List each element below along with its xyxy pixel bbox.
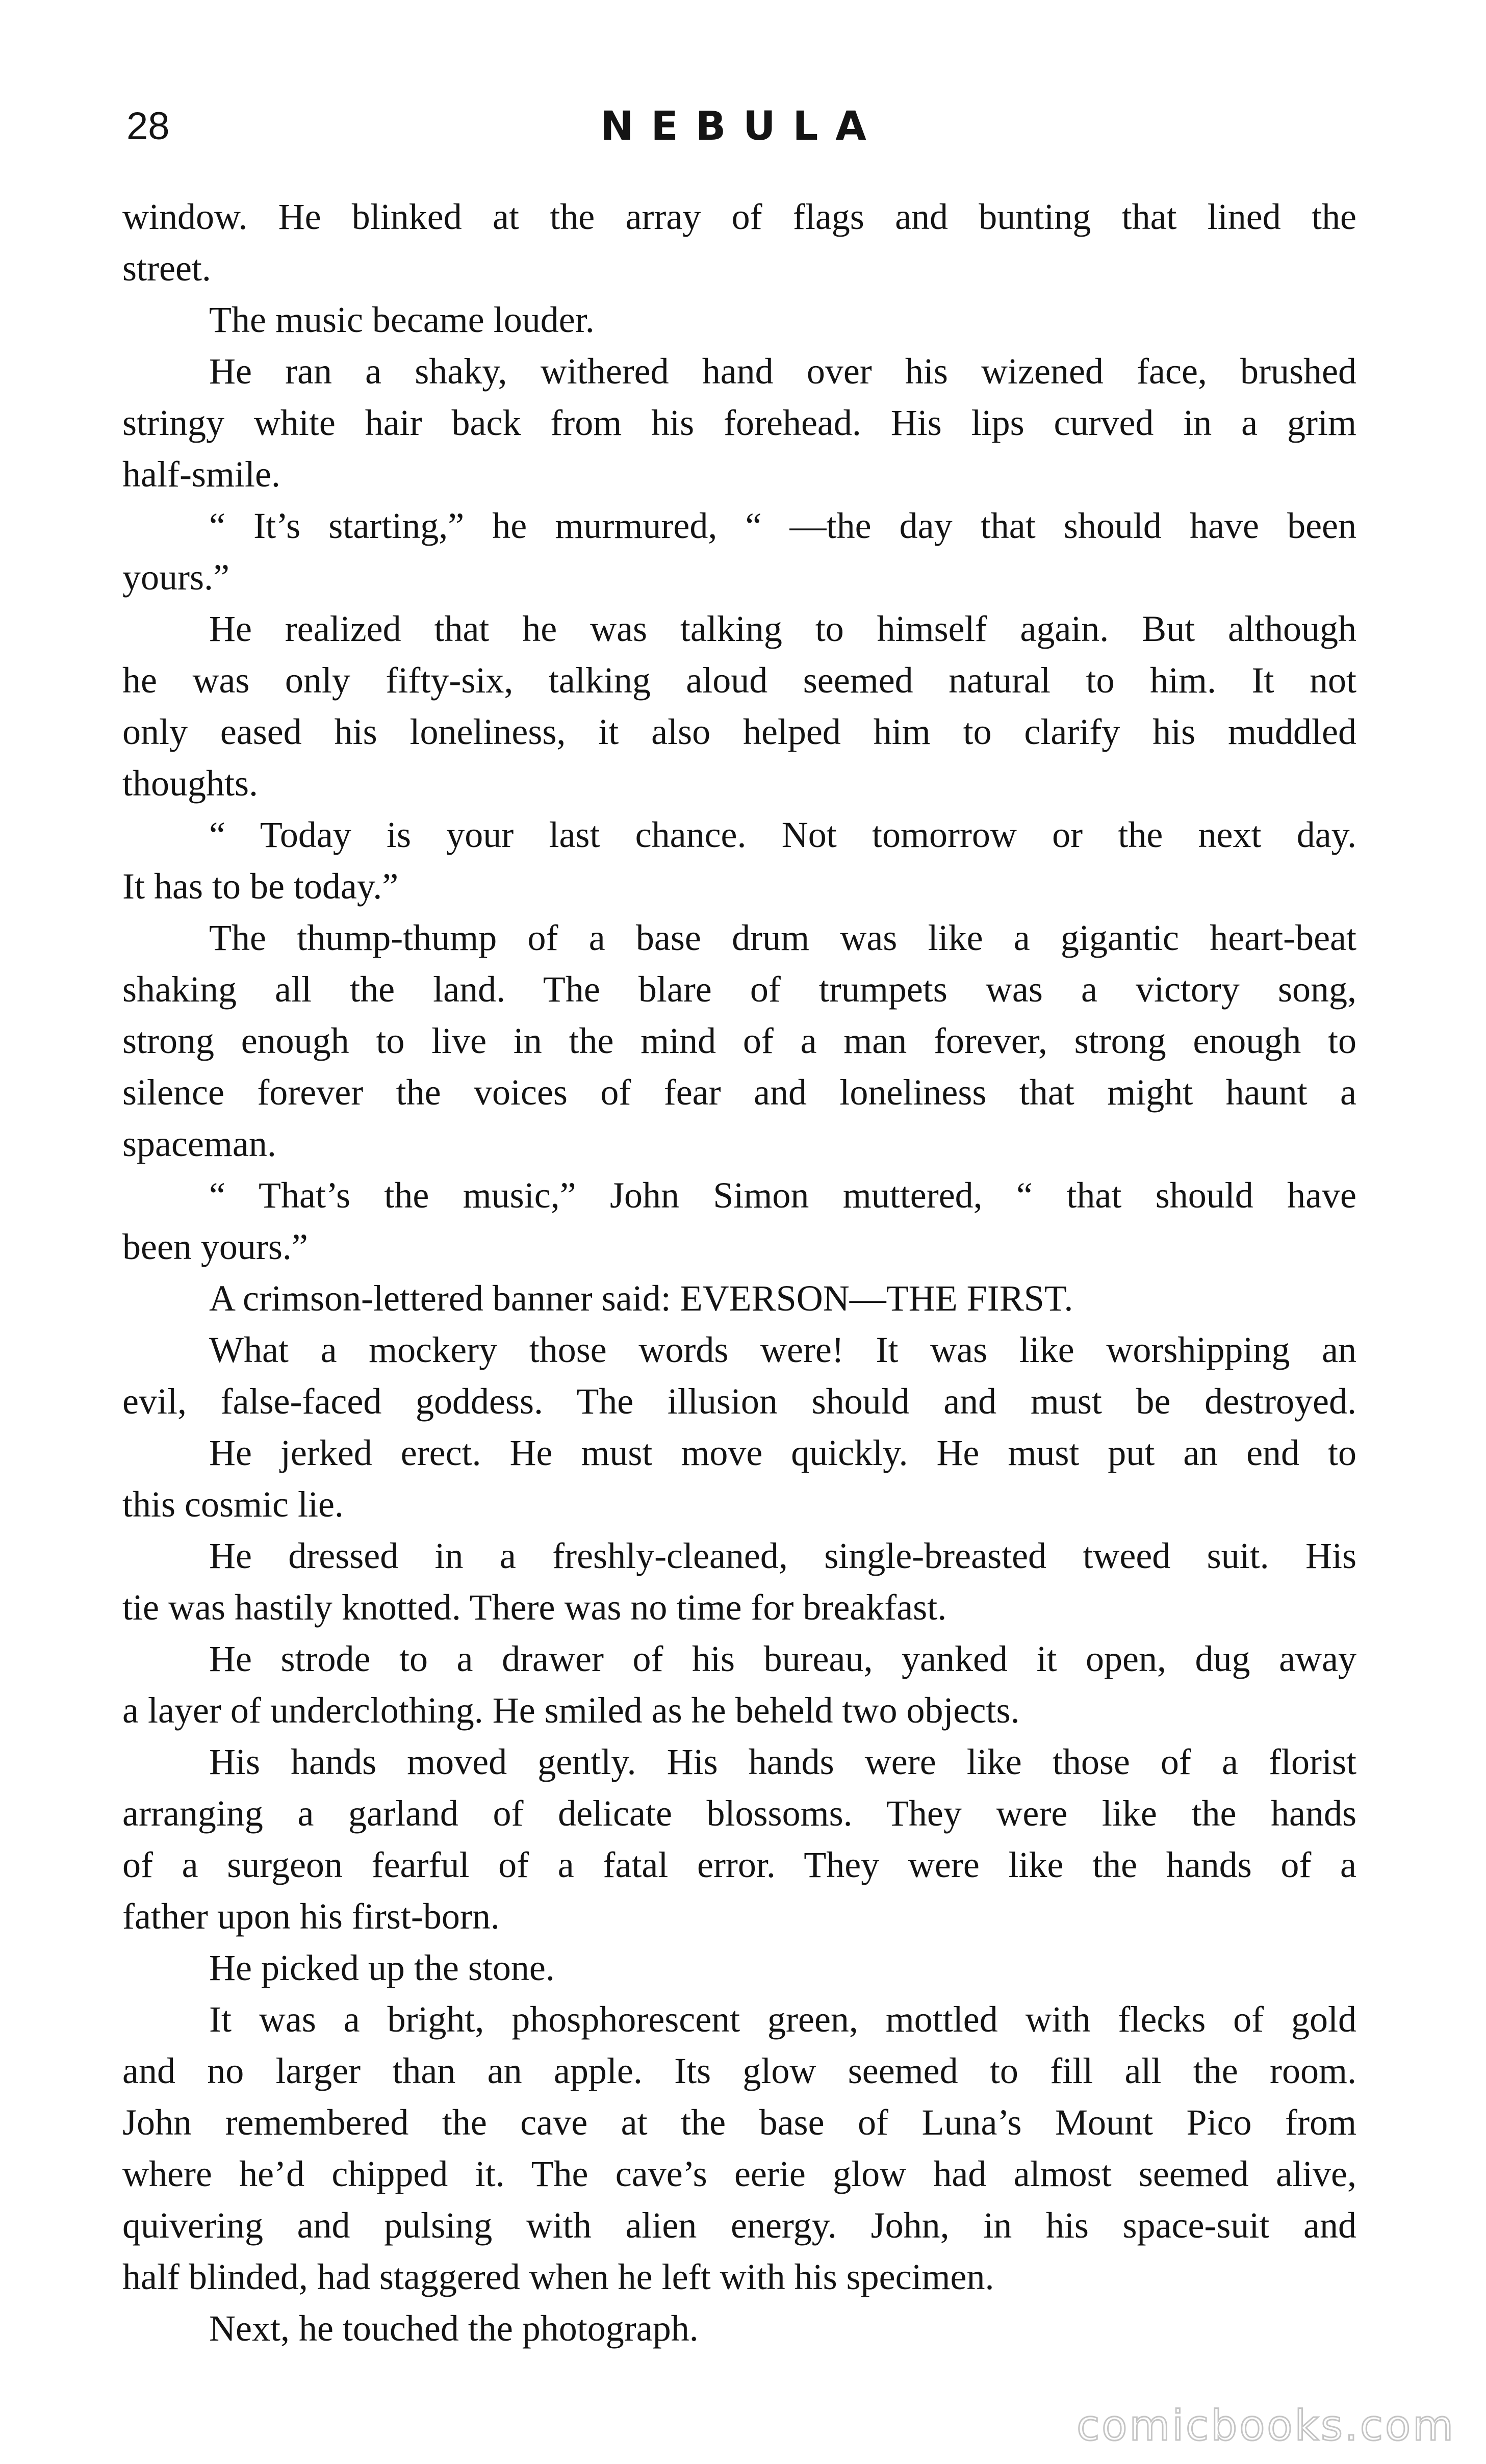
text-line: father upon his first-born. <box>122 1896 500 1937</box>
text-line: yours.” <box>122 557 229 598</box>
text-line: of a surgeon fearful of a fatal error. They were like the hands of a <box>122 1844 1356 1885</box>
text-line: John remembered the cave at the base of Luna’s Mount Pico from <box>122 2102 1356 2143</box>
text-line: quivering and pulsing with alien energy. John, in his space-suit and <box>122 2205 1356 2246</box>
text-line: only eased his loneliness, it also helped him to clarify his muddled <box>122 711 1356 752</box>
text-line: “ Today is your last chance. Not tomorrow or the next day. <box>209 814 1356 855</box>
text-line: this cosmic lie. <box>122 1484 344 1525</box>
text-line: strong enough to live in the mind of a man forever, strong enough to <box>122 1020 1356 1061</box>
text-line: shaking all the land. The blare of trumpets was a victory song, <box>122 969 1356 1010</box>
text-line: “ It’s starting,” he murmured, “ —the day that should have been <box>209 505 1356 546</box>
text-line: He jerked erect. He must move quickly. He must put an end to <box>209 1432 1356 1473</box>
text-line: been yours.” <box>122 1226 308 1267</box>
watermark: comicbooks.com <box>1077 2402 1455 2450</box>
page-header <box>122 97 1362 158</box>
text-line: a layer of underclothing. He smiled as he beheld two objects. <box>122 1690 1020 1731</box>
text-line: spaceman. <box>122 1123 276 1164</box>
text-line: evil, false-faced goddess. The illusion should and must be destroyed. <box>122 1381 1356 1422</box>
text-line: he was only fifty-six, talking aloud seemed natural to him. It not <box>122 660 1356 701</box>
text-line: stringy white hair back from his forehead. His lips curved in a grim <box>122 402 1356 443</box>
text-line: He realized that he was talking to himself again. But although <box>209 608 1356 649</box>
text-line: The thump-thump of a base drum was like a gigantic heart-beat <box>209 917 1356 958</box>
text-line: A crimson-lettered banner said: EVERSON—THE FIRST. <box>209 1278 1073 1319</box>
text-line: It has to be today.” <box>122 866 399 907</box>
text-line: The music became louder. <box>209 299 595 340</box>
text-line: What a mockery those words were! It was like worshipping an <box>209 1329 1356 1370</box>
page-number: 28 <box>126 105 170 148</box>
running-title: NEBULA <box>600 104 884 149</box>
text-line: He strode to a drawer of his bureau, yanked it open, dug away <box>209 1638 1356 1679</box>
text-line: thoughts. <box>122 763 259 804</box>
text-line: half-smile. <box>122 454 280 495</box>
text-line: He picked up the stone. <box>209 1947 555 1988</box>
text-line: He ran a shaky, withered hand over his wizened face, brushed <box>209 351 1356 392</box>
text-line: His hands moved gently. His hands were like those of a florist <box>209 1741 1356 1782</box>
text-line: It was a bright, phosphorescent green, mottled with flecks of gold <box>209 1999 1356 2040</box>
text-line: where he’d chipped it. The cave’s eerie glow had almost seemed alive, <box>122 2153 1356 2194</box>
text-line: and no larger than an apple. Its glow seemed to fill all the room. <box>122 2050 1356 2091</box>
text-line: silence forever the voices of fear and loneliness that might haunt a <box>122 1072 1356 1113</box>
text-line: arranging a garland of delicate blossoms. They were like the hands <box>122 1793 1356 1834</box>
text-line: half blinded, had staggered when he left with his specimen. <box>122 2256 994 2297</box>
text-line: window. He blinked at the array of flags and bunting that lined the <box>122 196 1356 237</box>
body-text <box>122 191 1356 2354</box>
text-line: street. <box>122 248 211 289</box>
text-line: Next, he touched the photograph. <box>209 2308 699 2349</box>
text-line: “ That’s the music,” John Simon muttered, “ that should have <box>209 1175 1356 1216</box>
text-line: tie was hastily knotted. There was no time for breakfast. <box>122 1587 947 1628</box>
text-line: He dressed in a freshly-cleaned, single-breasted tweed suit. His <box>209 1535 1356 1576</box>
